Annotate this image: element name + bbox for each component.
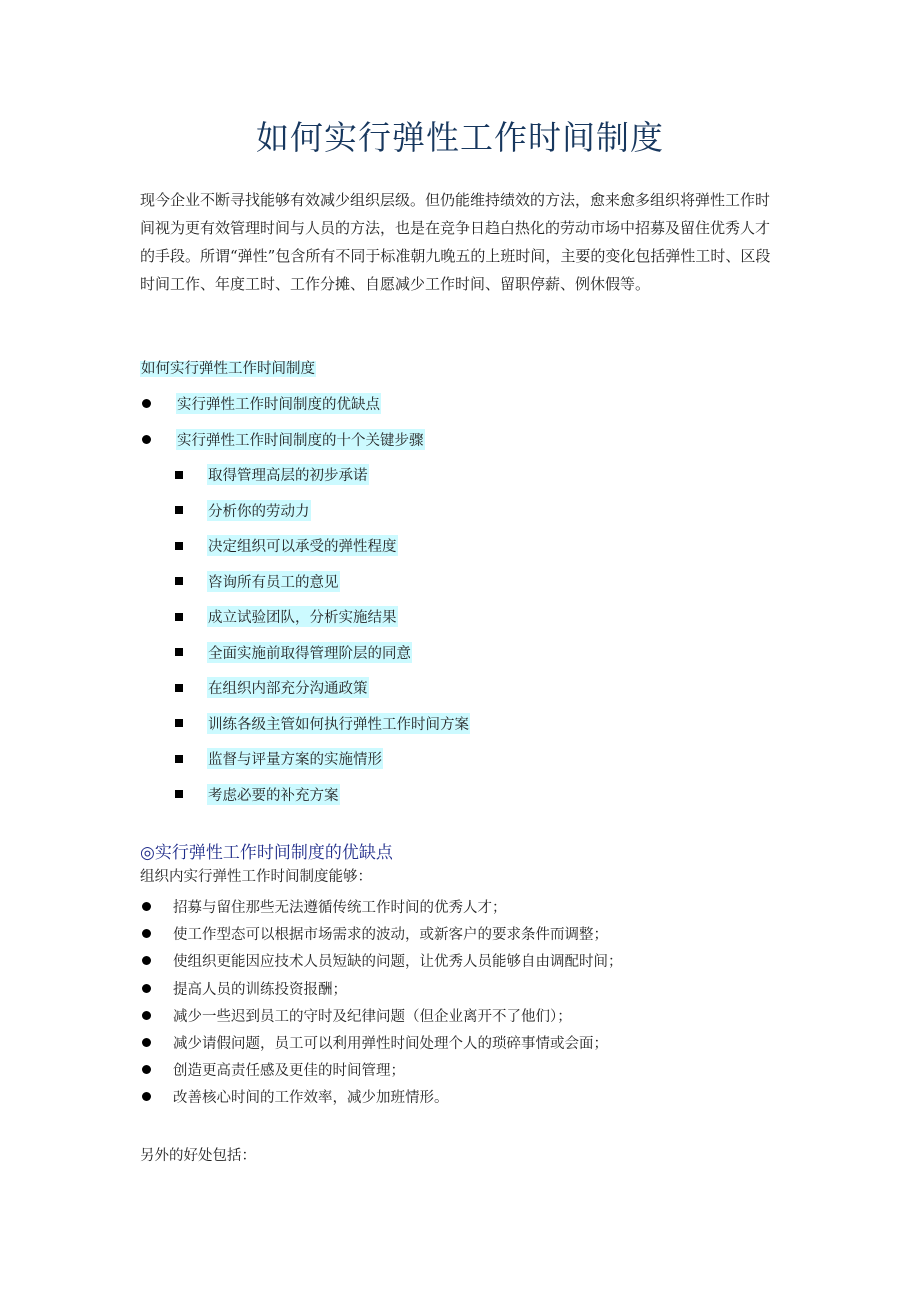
toc-item — [140, 386, 470, 422]
list-item — [140, 1029, 623, 1056]
toc-step-link[interactable]: 分析你的劳动力 — [207, 500, 311, 521]
toc-step — [140, 670, 470, 706]
square-bullet-icon — [175, 506, 183, 514]
table-of-contents — [140, 357, 470, 812]
toc-step — [140, 777, 470, 813]
other-benefits-label: 另外的好处包括： — [140, 1148, 256, 1164]
square-bullet-icon — [175, 613, 183, 621]
list-item-text: 使组织更能因应技术人员短缺的问题，让优秀人员能够自由调配时间； — [173, 954, 623, 971]
intro-paragraph: 现今企业不断寻找能够有效减少组织层级。但仍能维持绩效的方法，愈来愈多组织将弹性工作时间视为更有效管理时间与人员的方法，也是在竞争日趋白热化的劳动市场中招募及留住优秀人才的手段。所谓“弹性”包含所有不同于标准朝九晚五的上班时间，主要的变化包括弹性工时、区段时间工作、年度工时、工作分摊、自愿减少工作时间、留职停薪、例休假等。 — [140, 191, 771, 293]
toc-link[interactable]: 实行弹性工作时间制度的十个关键步骤 — [176, 429, 425, 450]
bullet-icon — [142, 435, 151, 444]
toc-step — [140, 741, 470, 777]
toc-step — [140, 528, 470, 564]
toc-step-link[interactable]: 取得管理高层的初步承诺 — [207, 464, 369, 485]
toc-step-link[interactable]: 成立试验团队，分析实施结果 — [207, 606, 398, 627]
toc-step — [140, 564, 470, 600]
bullet-icon — [142, 399, 151, 408]
list-item — [140, 920, 623, 947]
list-item — [140, 893, 623, 920]
section-intro: 组织内实行弹性工作时间制度能够： — [140, 869, 372, 885]
toc-step-link[interactable]: 决定组织可以承受的弹性程度 — [207, 535, 398, 556]
list-item-text: 使工作型态可以根据市场需求的波动，或新客户的要求条件而调整； — [173, 927, 608, 944]
toc-step — [140, 635, 470, 671]
bullet-icon — [142, 1038, 151, 1047]
bullet-icon — [142, 902, 151, 911]
square-bullet-icon — [175, 790, 183, 798]
list-item — [140, 1083, 623, 1110]
bullet-icon — [142, 956, 151, 965]
list-item-text: 减少一些迟到员工的守时及纪律问题（但企业离开不了他们）； — [173, 1008, 572, 1025]
toc-heading-link[interactable]: 如何实行弹性工作时间制度 — [141, 361, 315, 377]
bullet-icon — [142, 929, 151, 938]
section-heading: ◎实行弹性工作时间制度的优缺点 — [140, 843, 393, 863]
list-item — [140, 975, 623, 1002]
page-title: 如何实行弹性工作时间制度 — [256, 118, 664, 157]
toc-step-link[interactable]: 考虑必要的补充方案 — [207, 784, 340, 805]
advantages-list — [140, 893, 623, 1111]
toc-step — [140, 493, 470, 529]
square-bullet-icon — [175, 719, 183, 727]
toc-step-link[interactable]: 在组织内部充分沟通政策 — [207, 677, 369, 698]
list-item-text: 创造更高责任感及更佳的时间管理； — [173, 1063, 405, 1080]
toc-item — [140, 422, 470, 458]
toc-step — [140, 457, 470, 493]
list-item — [140, 947, 623, 974]
list-item-text: 减少请假问题，员工可以利用弹性时间处理个人的琐碎事情或会面； — [173, 1036, 608, 1053]
toc-step — [140, 706, 470, 742]
list-item-text: 改善核心时间的工作效率，减少加班情形。 — [173, 1090, 449, 1107]
list-item — [140, 1056, 623, 1083]
list-item — [140, 1002, 623, 1029]
square-bullet-icon — [175, 577, 183, 585]
square-bullet-icon — [175, 755, 183, 763]
square-bullet-icon — [175, 542, 183, 550]
bullet-icon — [142, 1011, 151, 1020]
square-bullet-icon — [175, 684, 183, 692]
toc-step-link[interactable]: 监督与评量方案的实施情形 — [207, 748, 383, 769]
list-item-text: 提高人员的训练投资报酬； — [173, 981, 347, 998]
toc-step-link[interactable]: 全面实施前取得管理阶层的同意 — [207, 642, 412, 663]
square-bullet-icon — [175, 471, 183, 479]
toc-step-link[interactable]: 训练各级主管如何执行弹性工作时间方案 — [207, 713, 470, 734]
toc-link[interactable]: 实行弹性工作时间制度的优缺点 — [176, 393, 381, 414]
toc-step-link[interactable]: 咨询所有员工的意见 — [207, 571, 340, 592]
bullet-icon — [142, 1065, 151, 1074]
toc-step — [140, 599, 470, 635]
bullet-icon — [142, 984, 151, 993]
list-item-text: 招募与留住那些无法遵循传统工作时间的优秀人才； — [173, 900, 507, 917]
square-bullet-icon — [175, 648, 183, 656]
bullet-icon — [142, 1092, 151, 1101]
